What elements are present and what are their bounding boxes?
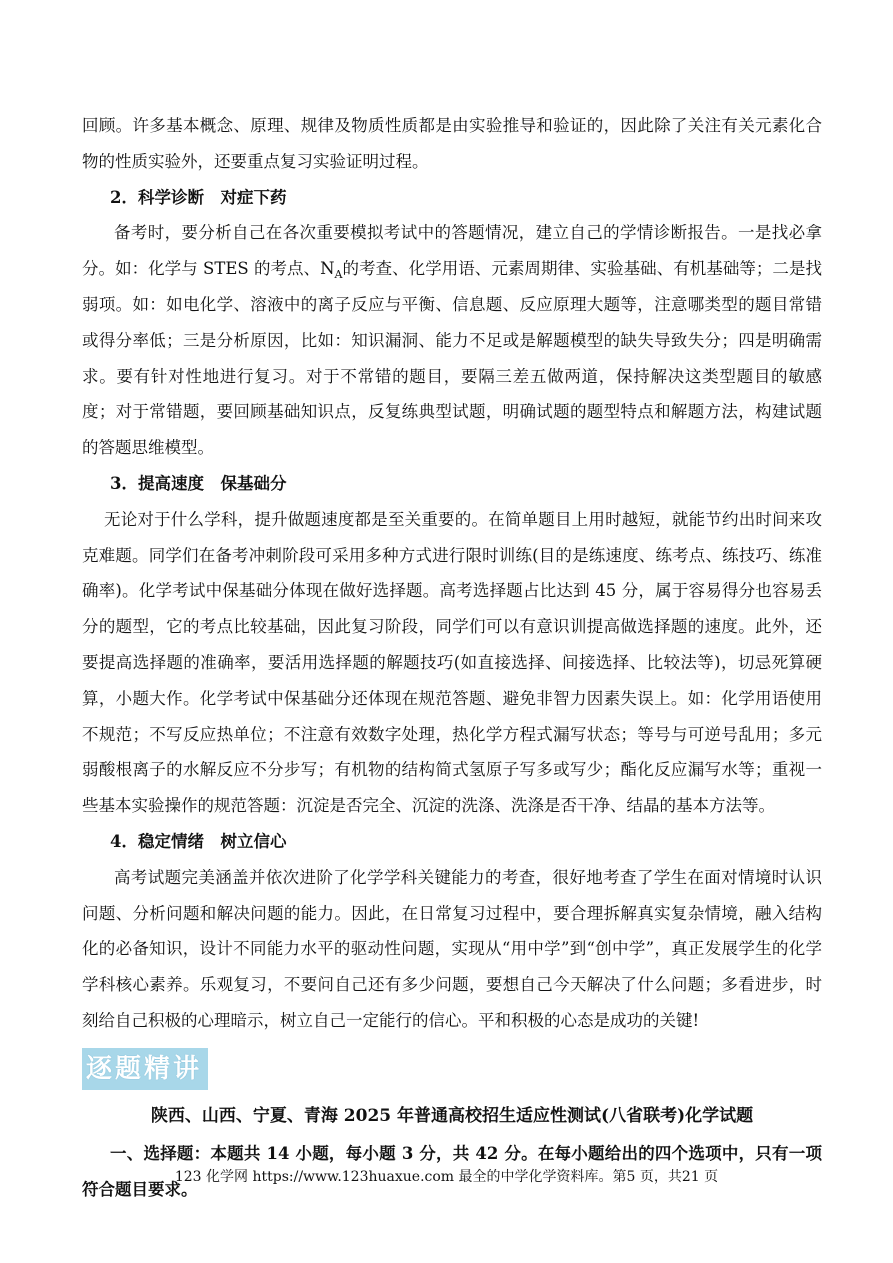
section-tag: [82, 1039, 822, 1096]
paragraph-confidence: 高考试题完美涵盖并依次进阶了化学学科关键能力的考查，很好地考查了学生在面对情境时认识问题、分析问题和解决问题的能力。因此，在日常复习过程中，要合理拆解真实复杂情境，融入结构化的必备知识，设计不同能力水平的驱动性问题，实现从“用中学”到“创中学”，真正发展学生的化学学科核心素养。乐观复习，不要问自己还有多少问题，要想自己今天解决了什么问题；多看进步，时刻给自己积极的心理暗示，树立自己一定能行的信心。平和积极的心态是成功的关键!: [82, 867, 822, 1030]
na-subscript: A: [334, 268, 343, 282]
question-section-heading: 一、选择题：本题共 14 小题，每小题 3 分，共 42 分。在每小题给出的四个选项中，只有一项符合题目要求。: [82, 1143, 822, 1199]
heading-confidence: 4．稳定情绪 树立信心: [110, 831, 287, 851]
paragraph-diagnosis: [82, 215, 822, 466]
exam-title: 陕西、山西、宁夏、青海 2025 年普通高校招生适应性测试(八省联考)化学试题: [150, 1105, 754, 1126]
paragraph-review: 回顾。许多基本概念、原理、规律及物质性质都是由实验推导和验证的，因此除了关注有关元素化合物的性质实验外，还要重点复习实验证明过程。: [82, 116, 822, 171]
heading-speed: 3．提高速度 保基础分: [110, 473, 287, 493]
section-tag-label: 逐题精讲: [82, 1048, 208, 1090]
paragraph-diagnosis-part1: 备考时，要分析自己在各次重要模拟考试中的答题情况，建立自己的学情诊断报告。一是找必拿分。如：化学与 STES 的考点、N: [82, 223, 822, 279]
paragraph-diagnosis-part2: 的考查、化学用语、元素周期律、实验基础、有机基础等；二是找弱项。如：如电化学、溶液中的离子反应与平衡、信息题、反应原理大题等，注意哪类型的题目常错或得分率低；三是分析原因，比如：知识漏洞、能力不足或是解题模型的缺失导致失分；四是明确需求。要有针对性地进行复习。对于不常错的题目，要隔三差五做两道，保持解决这类型题目的敏感度；对于常错题，要回顾基础知识点，反复练典型试题，明确试题的题型特点和解题方法，构建试题的答题思维模型。: [82, 259, 823, 458]
document-body: [82, 108, 822, 1208]
paragraph-speed: 无论对于什么学科，提升做题速度都是至关重要的。在简单题目上用时越短，就能节约出时间来攻克难题。同学们在备考冲刺阶段可采用多种方式进行限时训练(目的是练速度、练考点、练技巧、练准确率)。化学考试中保基础分体现在做好选择题。高考选择题占比达到 45 分，属于容易得分也容易丢分的题型，它的考点比较基础，因此复习阶段，同学们可以有意识训提高做选择题的速度。此外，还要提高选择题的准确率，要活用选择题的解题技巧(如直接选择、间接选择、比较法等)，切忌死算硬算，小题大作。化学考试中保基础分还体现在规范答题、避免非智力因素失误上。如：化学用语使用不规范；不写反应热单位；不注意有效数字处理，热化学方程式漏写状态；等号与可逆号乱用；多元弱酸根离子的水解反应不分步写；有机物的结构简式氢原子写多或写少；酯化反应漏写水等；重视一些基本实验操作的规范答题：沉淀是否完全、沉淀的洗涤、洗涤是否干净、结晶的基本方法等。: [82, 509, 822, 816]
heading-diagnosis: 2．科学诊断 对症下药: [110, 187, 287, 207]
page-footer: 123 化学网 https://www.123huaxue.com 最全的中学化学资料库。第5 页，共21 页: [174, 1169, 719, 1185]
